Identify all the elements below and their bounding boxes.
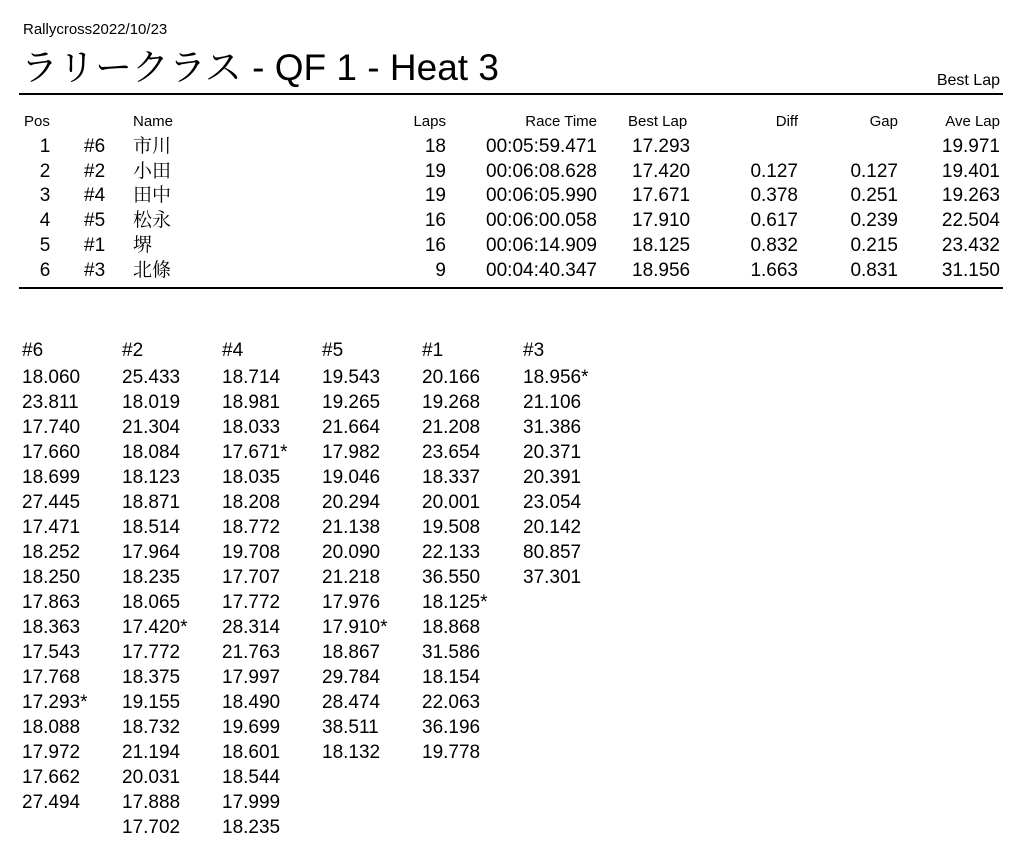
lap-time: 19.778	[422, 742, 481, 763]
lap-time: 18.035	[222, 467, 281, 488]
col-best-lap: Best Lap	[628, 113, 688, 130]
lap-time: 18.208	[222, 492, 281, 513]
lap-time: 20.031	[122, 767, 181, 788]
row-race-time: 00:04:40.347	[486, 260, 597, 281]
col-pos: Pos	[24, 113, 50, 130]
row-pos: 1	[39, 136, 51, 157]
lap-time: 17.740	[22, 417, 81, 438]
lap-time: 38.511	[322, 717, 379, 738]
lap-time: 18.868	[422, 617, 481, 638]
col-race-time: Race Time	[525, 113, 597, 130]
lap-time: 19.155	[122, 692, 181, 713]
lap-time: 17.997	[222, 667, 281, 688]
row-driver-name: 市川	[133, 136, 172, 157]
row-ave-lap: 22.504	[941, 210, 1000, 231]
lap-time: 17.293*	[22, 692, 88, 713]
lap-column	[22, 365, 88, 815]
row-gap: 0.831	[850, 260, 898, 281]
bottom-rule	[19, 287, 1003, 289]
row-best-lap: 17.293	[632, 136, 691, 157]
row-laps: 19	[424, 185, 446, 206]
lap-column	[222, 365, 288, 840]
lap-time: 18.867	[322, 642, 381, 663]
lap-time: 21.138	[322, 517, 381, 538]
row-diff: 1.663	[750, 260, 798, 281]
lap-time: 18.132	[322, 742, 381, 763]
table-row	[0, 160, 1024, 184]
row-ave-lap: 31.150	[941, 260, 1000, 281]
lap-time: 21.106	[523, 392, 582, 413]
row-car-number: #2	[84, 161, 106, 182]
row-gap: 0.215	[850, 235, 898, 256]
lap-time: 36.550	[422, 567, 481, 588]
lap-time: 18.956*	[523, 367, 589, 388]
lap-time: 18.363	[22, 617, 81, 638]
row-ave-lap: 19.401	[941, 161, 1000, 182]
lap-time: 18.490	[222, 692, 281, 713]
lap-time: 18.732	[122, 717, 181, 738]
lap-time: 18.019	[122, 392, 181, 413]
lap-time: 19.543	[322, 367, 381, 388]
lap-time: 19.046	[322, 467, 381, 488]
lap-time: 31.386	[523, 417, 582, 438]
lap-time: 18.033	[222, 417, 281, 438]
lap-time: 17.707	[222, 567, 281, 588]
lap-time: 18.235	[122, 567, 181, 588]
lap-time: 17.471	[22, 517, 81, 538]
lap-time: 17.662	[22, 767, 81, 788]
row-gap: 0.251	[850, 185, 898, 206]
lap-time: 18.375	[122, 667, 181, 688]
lap-time: 17.910*	[322, 617, 388, 638]
lap-time: 18.871	[122, 492, 181, 513]
lap-time: 18.088	[22, 717, 81, 738]
lap-time: 17.972	[22, 742, 81, 763]
lap-time: 17.420*	[122, 617, 188, 638]
lap-time: 20.391	[523, 467, 582, 488]
lap-time: 18.235	[222, 817, 281, 838]
lap-time: 22.063	[422, 692, 481, 713]
lap-time: 18.514	[122, 517, 181, 538]
row-driver-name: 田中	[133, 185, 172, 206]
row-car-number: #5	[84, 210, 106, 231]
row-car-number: #6	[84, 136, 106, 157]
lap-time: 23.811	[22, 392, 79, 413]
table-row	[0, 184, 1024, 208]
lap-time: 17.982	[322, 442, 381, 463]
lap-time: 18.084	[122, 442, 181, 463]
lap-time: 21.664	[322, 417, 381, 438]
lap-time: 21.208	[422, 417, 481, 438]
lap-time: 18.125*	[422, 592, 488, 613]
row-ave-lap: 19.263	[941, 185, 1000, 206]
row-pos: 4	[39, 210, 51, 231]
lap-time: 18.981	[222, 392, 281, 413]
lap-time: 17.863	[22, 592, 81, 613]
row-diff: 0.378	[750, 185, 798, 206]
lap-time: 20.166	[422, 367, 481, 388]
lap-time: 28.474	[322, 692, 381, 713]
lap-time: 18.060	[22, 367, 81, 388]
row-driver-name: 堺	[133, 235, 153, 256]
lap-time: 19.708	[222, 542, 281, 563]
lap-time: 20.090	[322, 542, 381, 563]
subtitle: Rallycross2022/10/23	[23, 21, 168, 38]
col-diff: Diff	[775, 113, 798, 130]
lap-time: 21.194	[122, 742, 181, 763]
lap-time: 18.544	[222, 767, 281, 788]
lap-time: 23.054	[523, 492, 582, 513]
lap-time: 17.964	[122, 542, 181, 563]
row-race-time: 00:06:05.990	[486, 185, 597, 206]
row-laps: 18	[424, 136, 446, 157]
lap-time: 18.699	[22, 467, 81, 488]
lap-time: 19.508	[422, 517, 481, 538]
col-ave-lap: Ave Lap	[945, 113, 1000, 130]
lap-time: 80.857	[523, 542, 582, 563]
lap-time: 17.976	[322, 592, 381, 613]
best-lap-label: Best Lap	[936, 72, 1000, 89]
lap-time: 21.304	[122, 417, 181, 438]
lap-time: 18.601	[222, 742, 281, 763]
row-driver-name: 松永	[133, 210, 172, 231]
lap-column-car: #6	[22, 340, 44, 361]
lap-time: 19.699	[222, 717, 281, 738]
row-pos: 3	[39, 185, 51, 206]
row-diff: 0.127	[750, 161, 798, 182]
lap-time: 17.543	[22, 642, 81, 663]
lap-time: 18.065	[122, 592, 181, 613]
lap-time: 18.337	[422, 467, 481, 488]
lap-column-car: #4	[222, 340, 244, 361]
lap-time: 17.999	[222, 792, 281, 813]
lap-time: 36.196	[422, 717, 481, 738]
row-driver-name: 北條	[133, 260, 172, 281]
row-best-lap: 17.671	[632, 185, 691, 206]
lap-time: 37.301	[523, 567, 582, 588]
row-car-number: #3	[84, 260, 106, 281]
lap-time: 17.671*	[222, 442, 288, 463]
lap-time: 17.772	[222, 592, 281, 613]
row-pos: 2	[39, 161, 51, 182]
lap-time: 18.154	[422, 667, 481, 688]
lap-time: 20.142	[523, 517, 582, 538]
row-laps: 19	[424, 161, 446, 182]
lap-time: 20.294	[322, 492, 381, 513]
row-driver-name: 小田	[133, 161, 172, 182]
row-laps: 16	[424, 210, 446, 231]
row-gap: 0.127	[850, 161, 898, 182]
lap-time: 18.252	[22, 542, 81, 563]
table-row	[0, 135, 1024, 159]
lap-column-car: #3	[523, 340, 545, 361]
row-race-time: 00:06:00.058	[486, 210, 597, 231]
row-laps: 16	[424, 235, 446, 256]
col-laps: Laps	[413, 113, 446, 130]
row-race-time: 00:06:14.909	[486, 235, 597, 256]
lap-time: 19.268	[422, 392, 481, 413]
lap-time: 17.702	[122, 817, 181, 838]
row-ave-lap: 23.432	[941, 235, 1000, 256]
row-gap: 0.239	[850, 210, 898, 231]
top-rule	[19, 93, 1003, 95]
lap-column	[322, 365, 388, 765]
table-row	[0, 259, 1024, 283]
lap-time: 18.250	[22, 567, 81, 588]
lap-time: 20.001	[422, 492, 481, 513]
lap-time: 20.371	[523, 442, 582, 463]
row-ave-lap: 19.971	[941, 136, 1000, 157]
lap-time: 21.218	[322, 567, 381, 588]
row-car-number: #1	[84, 235, 106, 256]
row-diff: 0.617	[750, 210, 798, 231]
lap-column	[422, 365, 488, 765]
lap-time: 17.888	[122, 792, 181, 813]
lap-time: 17.772	[122, 642, 181, 663]
lap-time: 31.586	[422, 642, 481, 663]
row-best-lap: 18.956	[632, 260, 691, 281]
col-name: Name	[133, 113, 174, 130]
col-gap: Gap	[869, 113, 898, 130]
row-race-time: 00:05:59.471	[486, 136, 597, 157]
row-race-time: 00:06:08.628	[486, 161, 597, 182]
table-row	[0, 209, 1024, 233]
lap-time: 19.265	[322, 392, 381, 413]
page-title: ラリークラス - QF 1 - Heat 3	[21, 47, 499, 88]
row-diff: 0.832	[750, 235, 798, 256]
table-row	[0, 234, 1024, 258]
row-car-number: #4	[84, 185, 106, 206]
lap-time: 21.763	[222, 642, 281, 663]
lap-column	[523, 365, 589, 590]
row-laps: 9	[435, 260, 446, 281]
row-best-lap: 17.420	[632, 161, 691, 182]
row-best-lap: 18.125	[632, 235, 691, 256]
row-pos: 6	[39, 260, 51, 281]
lap-time: 18.123	[122, 467, 181, 488]
lap-column-car: #2	[122, 340, 144, 361]
lap-time: 27.445	[22, 492, 81, 513]
lap-time: 22.133	[422, 542, 481, 563]
lap-time: 17.768	[22, 667, 81, 688]
lap-time: 18.714	[222, 367, 281, 388]
lap-time: 17.660	[22, 442, 81, 463]
lap-column	[122, 365, 188, 840]
row-best-lap: 17.910	[632, 210, 691, 231]
lap-time: 18.772	[222, 517, 281, 538]
lap-time: 28.314	[222, 617, 281, 638]
results-header	[0, 113, 1024, 137]
lap-time: 27.494	[22, 792, 81, 813]
lap-column-car: #5	[322, 340, 344, 361]
lap-time: 29.784	[322, 667, 381, 688]
lap-time: 23.654	[422, 442, 481, 463]
lap-column-car: #1	[422, 340, 444, 361]
row-pos: 5	[39, 235, 51, 256]
lap-time: 25.433	[122, 367, 181, 388]
